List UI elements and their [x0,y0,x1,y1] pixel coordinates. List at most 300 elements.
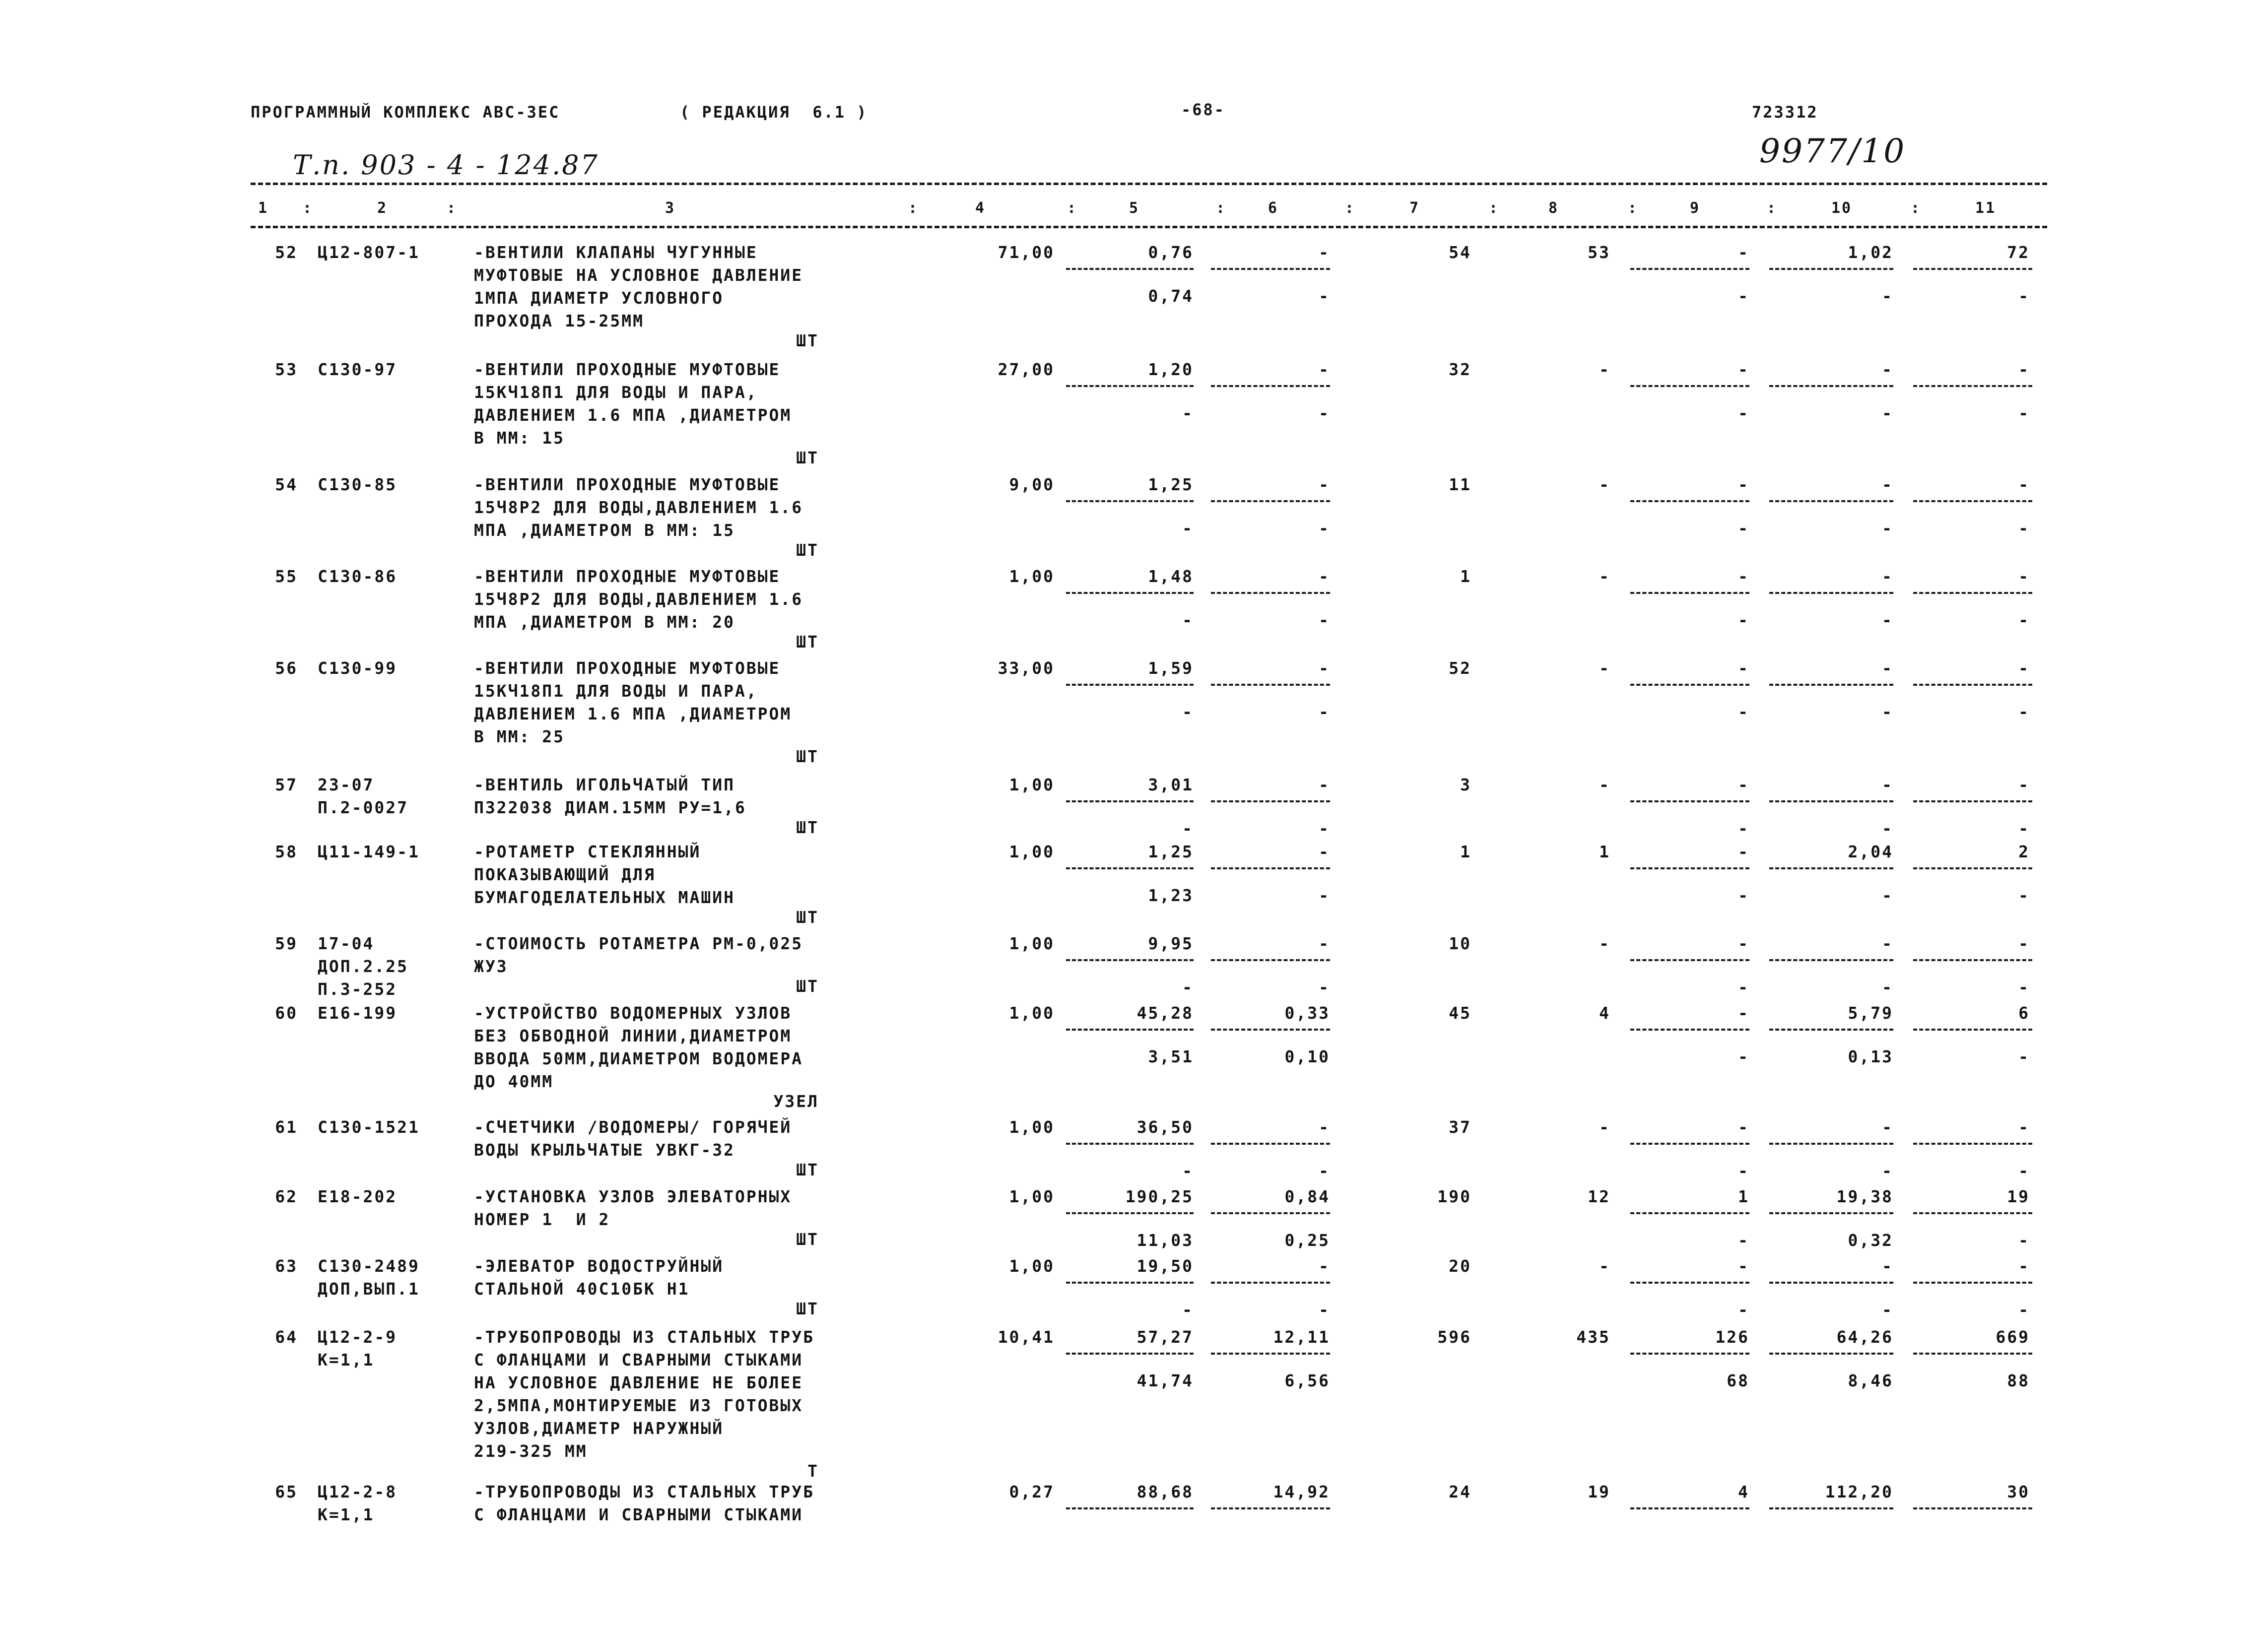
item-description: -ЭЛЕВАТОР ВОДОСТРУЙНЫЙ [474,1256,724,1276]
item-description: НА УСЛОВНОЕ ДАВЛЕНИЕ НЕ БОЛЕЕ [474,1373,803,1392]
value-c9: - [1738,567,1749,586]
value-c8: 1 [1599,842,1610,861]
value-c6: 0,33 [1284,1003,1330,1023]
column-separator: : [1628,199,1639,217]
cell-divider [1630,1143,1749,1145]
value-c6: - [1319,1117,1330,1137]
cell-divider [1066,1507,1194,1509]
page-number: -68- [1181,100,1226,119]
value-lower-c11: - [2018,610,2030,630]
value-c6: 14,92 [1273,1482,1330,1501]
cell-divider [1211,385,1330,387]
value-lower-c11: - [2018,702,2030,721]
row-number: 61 [275,1117,298,1137]
value-c4: 9,00 [1009,475,1055,494]
item-description: 15КЧ18П1 ДЛЯ ВОДЫ И ПАРА, [474,681,758,701]
item-description: -УСТАНОВКА УЗЛОВ ЭЛЕВАТОРНЫХ [474,1187,792,1206]
value-c11: - [2018,775,2030,794]
item-code: С130-99 [318,658,398,678]
value-lower-c11: - [2018,286,2030,306]
cell-divider [1211,800,1330,802]
cell-divider [1769,1029,1893,1031]
cell-divider [1630,592,1749,594]
item-description: МУФТОВЫЕ НА УСЛОВНОЕ ДАВЛЕНИЕ [474,265,803,285]
value-c8: 4 [1599,1003,1610,1023]
item-description: ДО 40ММ [474,1072,554,1091]
item-description: ДАВЛЕНИЕМ 1.6 МПА ,ДИАМЕТРОМ [474,405,792,425]
value-c4: 1,00 [1009,567,1055,586]
value-lower-c9: - [1738,1300,1749,1319]
value-c7: 52 [1449,658,1471,678]
value-c6: 12,11 [1273,1327,1330,1347]
unit-of-measure: ШТ [796,908,819,927]
cell-divider [1630,385,1749,387]
value-c10: 19,38 [1836,1187,1893,1206]
value-lower-c11: - [2018,1300,2030,1319]
value-c4: 1,00 [1009,934,1055,953]
value-lower-c9: 68 [1727,1371,1749,1390]
cell-divider [1066,867,1194,869]
value-c7: 45 [1449,1003,1471,1023]
value-lower-c6: - [1319,519,1330,538]
item-description: 15Ч8Р2 ДЛЯ ВОДЫ,ДАВЛЕНИЕМ 1.6 [474,589,803,609]
value-c9: - [1738,475,1749,494]
value-c7: 3 [1460,775,1471,794]
value-c7: 11 [1449,475,1471,494]
item-code: С130-97 [318,360,398,379]
value-lower-c11: - [2018,977,2030,997]
cell-divider [1913,1507,2032,1509]
value-lower-c11: 88 [2007,1371,2030,1390]
cell-divider [1630,1507,1749,1509]
item-code: С130-1521 [318,1117,420,1137]
cell-divider [1211,1143,1330,1145]
cell-divider [1769,959,1893,961]
item-description: -СТОИМОСТЬ РОТАМЕТРА РМ-0,025 [474,934,803,953]
value-c6: 0,84 [1284,1187,1330,1206]
value-c8: 19 [1588,1482,1610,1501]
value-lower-c9: - [1738,702,1749,721]
item-code: Ц12-2-9 [318,1327,398,1347]
value-lower-c5: - [1182,702,1194,721]
value-c8: - [1599,475,1610,494]
value-c7: 596 [1437,1327,1471,1347]
value-lower-c5: - [1182,403,1194,423]
value-lower-c10: - [1882,819,1893,838]
value-c5: 36,50 [1136,1117,1194,1137]
item-description: С ФЛАНЦАМИ И СВАРНЫМИ СТЫКАМИ [474,1505,803,1524]
value-c9: - [1738,934,1749,953]
value-c8: 12 [1588,1187,1610,1206]
cell-divider [1913,592,2032,594]
item-code: Ц11-149-1 [318,842,420,861]
value-lower-c6: - [1319,286,1330,306]
value-c9: 4 [1738,1482,1749,1501]
row-number: 65 [275,1482,298,1501]
value-c6: - [1319,1256,1330,1276]
value-c9: 126 [1715,1327,1749,1347]
item-description: 1МПА ДИАМЕТР УСЛОВНОГО [474,288,724,308]
cell-divider [1769,268,1893,270]
value-lower-c10: - [1882,702,1893,721]
value-lower-c6: 6,56 [1284,1371,1330,1390]
cell-divider [1769,592,1893,594]
item-description: -ВЕНТИЛИ ПРОХОДНЫЕ МУФТОВЫЕ [474,567,781,586]
column-number: 6 [1268,199,1279,217]
value-c4: 1,00 [1009,1187,1055,1206]
value-lower-c11: - [2018,1047,2030,1066]
value-lower-c10: - [1882,286,1893,306]
cell-divider [1913,1212,2032,1214]
unit-of-measure: ШТ [796,747,819,766]
value-c6: - [1319,475,1330,494]
value-c9: - [1738,1256,1749,1276]
column-number: 1 [258,199,269,217]
item-description: МПА ,ДИАМЕТРОМ В ММ: 20 [474,612,735,632]
value-c9: - [1738,1003,1749,1023]
value-lower-c5: 11,03 [1136,1231,1194,1250]
item-description: -РОТАМЕТР СТЕКЛЯННЫЙ [474,842,701,861]
value-lower-c10: - [1882,1300,1893,1319]
unit-of-measure: ШТ [796,977,819,996]
item-description: -ВЕНТИЛИ ПРОХОДНЫЕ МУФТОВЫЕ [474,360,781,379]
value-lower-c9: - [1738,403,1749,423]
cell-divider [1913,1282,2032,1284]
cell-divider [1066,684,1194,686]
value-c11: 19 [2007,1187,2030,1206]
value-lower-c11: - [2018,819,2030,838]
value-lower-c5: - [1182,519,1194,538]
cell-divider [1630,1029,1749,1031]
item-description: НОМЕР 1 И 2 [474,1210,610,1229]
item-code: ДОП.2.25 [318,957,408,976]
item-code: С130-2489 [318,1256,420,1276]
value-c7: 32 [1449,360,1471,379]
value-lower-c10: - [1882,886,1893,905]
value-c4: 1,00 [1009,1256,1055,1276]
value-c9: - [1738,360,1749,379]
unit-of-measure: ШТ [796,1299,819,1318]
cell-divider [1211,1353,1330,1355]
sheet-number: 9977/10 [1759,132,1906,170]
column-separator: : [1911,199,1922,217]
cell-divider [1211,684,1330,686]
value-lower-c9: - [1738,610,1749,630]
cell-divider [1211,867,1330,869]
value-c7: 24 [1449,1482,1471,1501]
cell-divider [1066,385,1194,387]
column-number: 3 [665,199,676,217]
item-code: 17-04 [318,934,375,953]
value-c6: - [1319,243,1330,262]
item-description: БЕЗ ОБВОДНОЙ ЛИНИИ,ДИАМЕТРОМ [474,1026,792,1045]
value-c11: - [2018,475,2030,494]
value-c10: 64,26 [1836,1327,1893,1347]
value-c7: 1 [1460,842,1471,861]
row-number: 54 [275,475,298,494]
value-c10: 2,04 [1848,842,1893,861]
value-c7: 54 [1449,243,1471,262]
cell-divider [1769,1282,1893,1284]
document-code: 723312 [1752,103,1818,122]
item-description: -ВЕНТИЛИ ПРОХОДНЫЕ МУФТОВЫЕ [474,658,781,678]
value-c11: - [2018,567,2030,586]
unit-of-measure: ШТ [796,818,819,837]
value-c5: 19,50 [1136,1256,1194,1276]
item-description: МПА ,ДИАМЕТРОМ В ММ: 15 [474,521,735,540]
value-c10: - [1882,775,1893,794]
value-lower-c9: - [1738,1231,1749,1250]
cell-divider [1211,1212,1330,1214]
value-c10: 5,79 [1848,1003,1893,1023]
value-c4: 1,00 [1009,775,1055,794]
row-number: 57 [275,775,298,794]
value-lower-c10: - [1882,610,1893,630]
item-code: 23-07 [318,775,375,794]
value-lower-c5: 41,74 [1136,1371,1194,1390]
item-description: В ММ: 25 [474,727,565,746]
row-number: 63 [275,1256,298,1276]
value-c9: - [1738,775,1749,794]
cell-divider [1913,1353,2032,1355]
column-separator: : [1345,199,1356,217]
value-c10: - [1882,567,1893,586]
value-c8: 435 [1576,1327,1610,1347]
project-number: Т.п. 903 - 4 - 124.87 [293,149,599,181]
value-c7: 190 [1437,1187,1471,1206]
cell-divider [1630,867,1749,869]
value-c4: 0,27 [1009,1482,1055,1501]
value-lower-c5: - [1182,1300,1194,1319]
value-c11: 72 [2007,243,2030,262]
item-description: 2,5МПА,МОНТИРУЕМЫЕ ИЗ ГОТОВЫХ [474,1396,803,1415]
unit-of-measure: ШТ [796,1230,819,1249]
value-c10: - [1882,1117,1893,1137]
cell-divider [1211,268,1330,270]
cell-divider [1769,867,1893,869]
item-code: П.3-252 [318,979,398,999]
value-lower-c9: - [1738,519,1749,538]
unit-of-measure: ШТ [796,448,819,467]
item-code: П.2-0027 [318,798,408,817]
item-description: -ВЕНТИЛИ ПРОХОДНЫЕ МУФТОВЫЕ [474,475,781,494]
row-number: 52 [275,243,298,262]
cell-divider [1630,268,1749,270]
value-c10: - [1882,475,1893,494]
value-c4: 33,00 [998,658,1055,678]
value-lower-c6: 0,25 [1284,1231,1330,1250]
value-c8: - [1599,567,1610,586]
cell-divider [1211,1282,1330,1284]
value-c7: 20 [1449,1256,1471,1276]
item-code: Ц12-2-8 [318,1482,398,1501]
value-c10: - [1882,360,1893,379]
value-lower-c10: - [1882,403,1893,423]
unit-of-measure: УЗЕЛ [773,1092,819,1111]
value-lower-c10: 0,13 [1848,1047,1893,1066]
value-c11: - [2018,1117,2030,1137]
cell-divider [1769,800,1893,802]
cell-divider [1630,684,1749,686]
cell-divider [1066,592,1194,594]
cell-divider [1066,268,1194,270]
value-c4: 1,00 [1009,1003,1055,1023]
value-c5: 1,25 [1148,475,1194,494]
row-number: 59 [275,934,298,953]
value-c8: 53 [1588,243,1610,262]
value-c8: - [1599,1117,1610,1137]
item-code: Ц12-807-1 [318,243,420,262]
column-number: 9 [1690,199,1701,217]
value-c8: - [1599,360,1610,379]
column-separator: : [447,199,458,217]
value-lower-c5: 0,74 [1148,286,1194,306]
cell-divider [1913,684,2032,686]
item-description: 15КЧ18П1 ДЛЯ ВОДЫ И ПАРА, [474,383,758,402]
column-number: 5 [1129,199,1140,217]
value-lower-c10: - [1882,519,1893,538]
cell-divider [1066,1029,1194,1031]
item-code: К=1,1 [318,1505,375,1524]
row-number: 58 [275,842,298,861]
value-lower-c6: - [1319,702,1330,721]
item-description: ПОКАЗЫВАЮЩИЙ ДЛЯ [474,865,656,884]
item-description: -ТРУБОПРОВОДЫ ИЗ СТАЛЬНЫХ ТРУБ [474,1327,815,1347]
item-description: УЗЛОВ,ДИАМЕТР НАРУЖНЫЙ [474,1419,724,1438]
cell-divider [1630,1282,1749,1284]
row-number: 55 [275,567,298,586]
cell-divider [1630,800,1749,802]
value-c6: - [1319,658,1330,678]
cell-divider [1066,1212,1194,1214]
row-number: 62 [275,1187,298,1206]
column-separator: : [303,199,314,217]
value-c5: 45,28 [1136,1003,1194,1023]
value-c5: 57,27 [1136,1327,1194,1347]
value-c6: - [1319,775,1330,794]
value-c11: - [2018,934,2030,953]
value-lower-c5: 1,23 [1148,886,1194,905]
column-number: 10 [1831,199,1853,217]
cell-divider [1211,500,1330,502]
item-description: ВОДЫ КРЫЛЬЧАТЫЕ УВКГ-32 [474,1140,735,1160]
value-lower-c9: - [1738,886,1749,905]
value-lower-c10: - [1882,1161,1893,1180]
cell-divider [1913,268,2032,270]
cell-divider [1769,684,1893,686]
column-separator: : [1489,199,1500,217]
cell-divider [1913,800,2032,802]
value-c5: 190,25 [1125,1187,1194,1206]
value-c5: 3,01 [1148,775,1194,794]
cell-divider [1913,959,2032,961]
item-description: БУМАГОДЕЛАТЕЛЬНЫХ МАШИН [474,888,735,907]
value-c11: 2 [2018,842,2030,861]
value-c7: 10 [1449,934,1471,953]
value-c6: - [1319,567,1330,586]
item-description: -ТРУБОПРОВОДЫ ИЗ СТАЛЬНЫХ ТРУБ [474,1482,815,1501]
value-c8: - [1599,658,1610,678]
value-lower-c6: - [1319,403,1330,423]
program-edition: ( РЕДАКЦИЯ 6.1 ) [680,103,868,122]
item-code: ДОП,ВЫП.1 [318,1279,420,1299]
item-description: -СЧЕТЧИКИ /ВОДОМЕРЫ/ ГОРЯЧЕЙ [474,1117,792,1137]
cell-divider [1630,959,1749,961]
unit-of-measure: ШТ [796,540,819,560]
row-number: 60 [275,1003,298,1023]
value-lower-c5: - [1182,819,1194,838]
value-c10: - [1882,934,1893,953]
value-c11: - [2018,658,2030,678]
cell-divider [1066,959,1194,961]
value-c4: 1,00 [1009,842,1055,861]
value-c5: 1,48 [1148,567,1194,586]
value-c4: 1,00 [1009,1117,1055,1137]
value-c11: - [2018,1256,2030,1276]
unit-of-measure: ШТ [796,1160,819,1179]
value-c10: - [1882,1256,1893,1276]
cell-divider [1769,1507,1893,1509]
value-c9: 1 [1738,1187,1749,1206]
item-description: В ММ: 15 [474,428,565,448]
value-lower-c10: 8,46 [1848,1371,1893,1390]
value-lower-c11: - [2018,519,2030,538]
row-number: 53 [275,360,298,379]
item-code: С130-86 [318,567,398,586]
value-c5: 1,20 [1148,360,1194,379]
value-c9: - [1738,243,1749,262]
item-description: ЖУЗ [474,957,508,976]
value-lower-c5: 3,51 [1148,1047,1194,1066]
value-lower-c9: - [1738,1161,1749,1180]
program-name: ПРОГРАММНЫЙ КОМПЛЕКС АВС-3ЕС [251,103,560,122]
cell-divider [1630,1212,1749,1214]
item-description: ПРОХОДА 15-25ММ [474,311,645,330]
value-c4: 71,00 [998,243,1055,262]
column-separator: : [1067,199,1078,217]
item-description: -ВЕНТИЛИ КЛАПАНЫ ЧУГУННЫЕ [474,243,758,262]
value-lower-c5: - [1182,610,1194,630]
cell-divider [1630,500,1749,502]
column-number: 11 [1975,199,1997,217]
value-c10: 112,20 [1825,1482,1893,1501]
item-description: -УСТРОЙСТВО ВОДОМЕРНЫХ УЗЛОВ [474,1003,792,1023]
unit-of-measure: ШТ [796,331,819,350]
cell-divider [1066,1143,1194,1145]
cell-divider [1066,800,1194,802]
value-lower-c5: - [1182,977,1194,997]
column-separator: : [908,199,919,217]
value-lower-c6: - [1319,610,1330,630]
cell-divider [1913,500,2032,502]
value-c8: - [1599,1256,1610,1276]
cell-divider [1066,500,1194,502]
value-c10: - [1882,658,1893,678]
value-c11: 30 [2007,1482,2030,1501]
value-lower-c11: - [2018,886,2030,905]
item-code: С130-85 [318,475,398,494]
item-description: -ВЕНТИЛЬ ИГОЛЬЧАТЫЙ ТИП [474,775,735,794]
value-lower-c6: - [1319,1161,1330,1180]
value-c6: - [1319,934,1330,953]
value-lower-c6: - [1319,977,1330,997]
cell-divider [1211,959,1330,961]
item-description: 15Ч8Р2 ДЛЯ ВОДЫ,ДАВЛЕНИЕМ 1.6 [474,498,803,517]
column-number: 4 [975,199,986,217]
value-lower-c9: - [1738,819,1749,838]
value-c8: - [1599,934,1610,953]
value-c5: 9,95 [1148,934,1194,953]
